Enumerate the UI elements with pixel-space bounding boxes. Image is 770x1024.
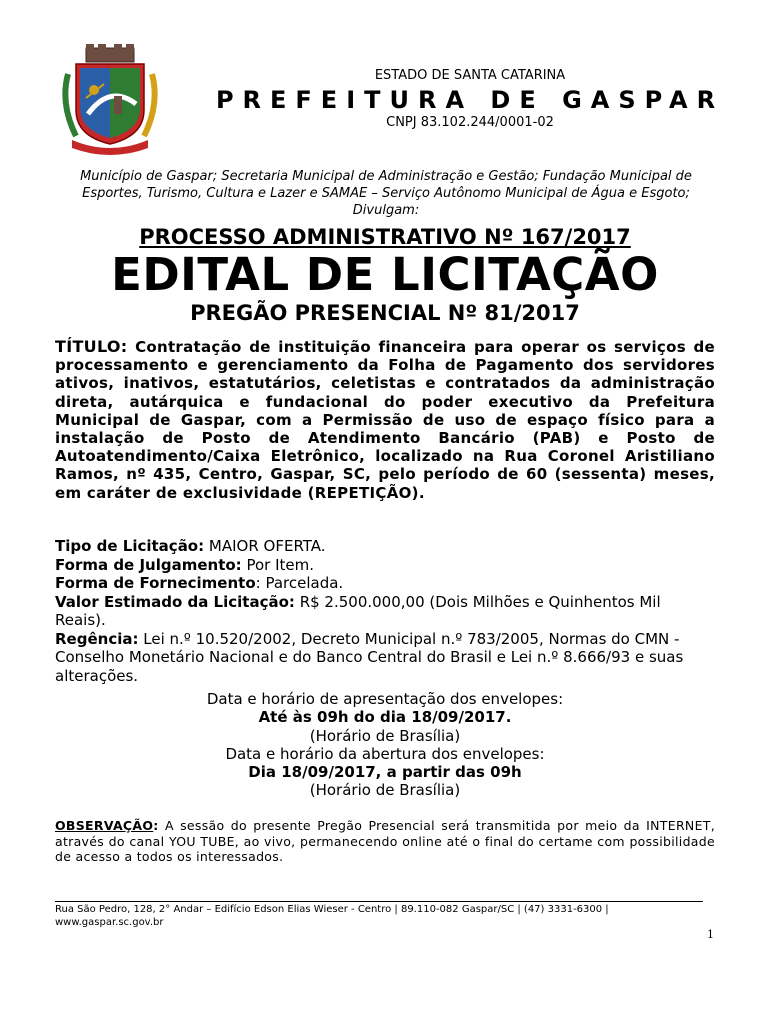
- observation-label: OBSERVAÇÃO: [55, 818, 154, 833]
- field-valor: [55, 593, 715, 630]
- observation-text: A sessão do presente Pregão Presencial será transmitida por meio da INTERNET, através do canal YOU TUBE, ao vivo, permanecendo online até o final do certame com possibilidade de acesso a todos os interessados.: [55, 818, 715, 864]
- presentation-label: Data e horário de apresentação dos envelopes:: [206, 690, 564, 708]
- footer-address: Rua São Pedro, 128, 2° Andar – Edifício Edson Elias Wieser - Centro | 89.110-082 Gaspar/SC | (47) 3331-6300 |: [55, 904, 609, 915]
- bid-fields: [55, 537, 715, 685]
- field-value: : Parcelada.: [255, 574, 344, 592]
- field-label: Forma de Julgamento:: [55, 555, 242, 574]
- field-value: Lei n.º 10.520/2002, Decreto Municipal n.º 783/2005, Normas do CMN - Conselho Monetário Nacional e do Banco Central do Brasil e Lei n.º 8.666/93 e suas alterações.: [55, 629, 684, 685]
- field-label: Forma de Fornecimento: [55, 574, 256, 592]
- titulo-label: TÍTULO:: [55, 337, 128, 356]
- gaspar-coat-of-arms-icon: [58, 44, 162, 156]
- header-cnpj: CNPJ 83.102.244/0001-02: [386, 115, 554, 130]
- process-title: PROCESSO ADMINISTRATIVO Nº 167/2017: [139, 225, 631, 249]
- field-fornecimento: [55, 574, 715, 593]
- opening-value: [55, 763, 715, 781]
- field-value: MAIOR OFERTA.: [208, 537, 326, 555]
- intro-text: Município de Gaspar; Secretaria Municipal de Administração e Gestão; Fundação Municipal de Esportes, Turismo, Cultura e Lazer e SAMAE – Serviço Autônomo Municipal de Água e Esgoto; Divulgam:: [80, 169, 692, 218]
- field-label: Tipo de Licitação:: [55, 537, 205, 555]
- page-number: 1: [707, 928, 714, 941]
- pregao-title: PREGÃO PRESENCIAL Nº 81/2017: [190, 301, 580, 325]
- titulo-paragraph: [55, 338, 715, 502]
- schedule-block: [55, 690, 715, 800]
- header-state: ESTADO DE SANTA CATARINA: [374, 68, 566, 83]
- field-tipo: [55, 537, 715, 556]
- timezone-2: (Horário de Brasília): [309, 781, 461, 800]
- field-value: Por Item.: [246, 555, 314, 574]
- titulo-text: Contratação de instituição financeira para operar os serviços de processamento e gerenciamento da Folha de Pagamento dos servidores ativos, inativos, estatutários, celetistas e contratados da administração direta, autárquica e fundacional do poder executivo da Prefeitura Municipal de Gaspar, com a Permissão de uso de espaço físico para a instalação de Posto de Atendimento Bancário (PAB) e Posto de Autoatendimento/Caixa Eletrônico, localizado na Rua Coronel Aristiliano Ramos, nº 435, Centro, Gaspar, SC, pelo período de 60 (sessenta) meses, em caráter de exclusividade (REPETIÇÃO).: [55, 338, 715, 502]
- observation-colon: :: [153, 818, 159, 833]
- opening-date: Dia 18/09/2017, a partir das 09h: [248, 763, 522, 782]
- footer: [55, 903, 715, 929]
- footer-website: www.gaspar.sc.gov.br: [55, 917, 164, 928]
- field-regencia: [55, 630, 715, 686]
- header-city: PREFEITURA DE GASPAR: [215, 86, 725, 114]
- field-value: R$ 2.500.000,00 (Dois Milhões e Quinhentos Mil Reais).: [55, 592, 661, 629]
- presentation-value: [55, 708, 715, 726]
- field-label: Regência:: [55, 629, 139, 648]
- opening-label: Data e horário da abertura dos envelopes:: [225, 744, 545, 763]
- footer-divider: [55, 901, 703, 902]
- presentation-date: Até às 09h do dia 18/09/2017.: [258, 708, 512, 727]
- edital-title: EDITAL DE LICITAÇÃO: [111, 248, 659, 301]
- observation-paragraph: [55, 818, 715, 865]
- field-label: Valor Estimado da Licitação:: [55, 592, 295, 611]
- timezone-1: (Horário de Brasília): [309, 726, 461, 745]
- field-julgamento: [55, 556, 715, 575]
